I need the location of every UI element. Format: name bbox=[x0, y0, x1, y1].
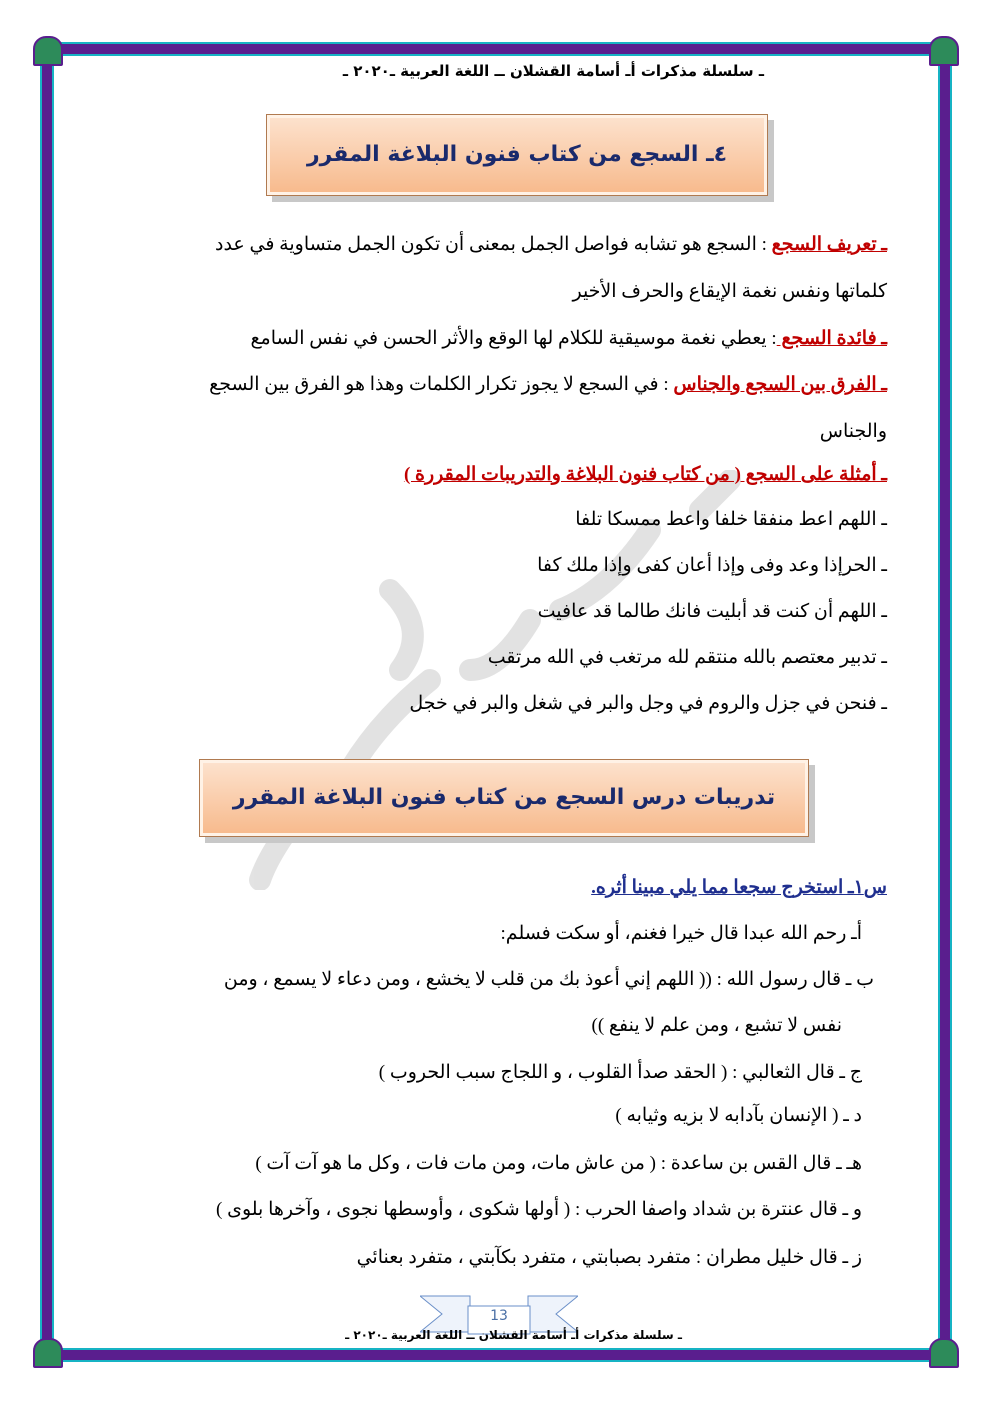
definition-text-continued: كلماتها ونفس نغمة الإيقاع والحرف الأخير bbox=[572, 281, 887, 302]
page-border-right bbox=[938, 42, 952, 1359]
list-item: ز ـ قال خليل مطران : متفرد بصبابتي ، متفرد بكآبتي ، متفرد بعنائي bbox=[356, 1247, 862, 1268]
corner-ornament-icon bbox=[33, 36, 63, 66]
difference-line bbox=[209, 373, 887, 396]
benefit-label: ـ فائدة السجع bbox=[776, 328, 887, 349]
difference-label: ـ الفرق بين السجع والجناس bbox=[673, 374, 887, 395]
list-item: د ـ ( الإنسان بآدابه لا بزيه وثيابه ) bbox=[615, 1105, 862, 1126]
list-item: نفس لا تشبع ، ومن علم لا ينفع )) bbox=[591, 1015, 842, 1036]
definition-line bbox=[215, 233, 887, 256]
difference-text-continued: والجناس bbox=[819, 421, 887, 442]
section-title: تدريبات درس السجع من كتاب فنون البلاغة المقرر bbox=[199, 759, 809, 837]
list-item: ب ـ قال رسول الله : (( اللهم إني أعوذ بك من قلب لا يخشع ، ومن دعاء لا يسمع ، ومن bbox=[223, 969, 874, 990]
definition-label: ـ تعريف السجع bbox=[771, 234, 887, 255]
difference-text: : في السجع لا يجوز تكرار الكلمات وهذا هو الفرق بين السجع bbox=[209, 374, 674, 395]
list-item: ـ الحرإذا وعد وفى وإذا أعان كفى وإذا ملك كفا bbox=[537, 555, 887, 576]
page-footer: ـ سلسلة مذكرات أـ أسامة القشلان ــ اللغة العربية ـ٢٠٢٠ ـ bbox=[345, 1328, 682, 1342]
corner-ornament-icon bbox=[929, 1338, 959, 1368]
section-title: ٤ـ السجع من كتاب فنون البلاغة المقرر bbox=[266, 114, 768, 196]
list-item: أـ رحم الله عبدا قال خيرا فغنم، أو سكت فسلم: bbox=[500, 923, 862, 944]
question-heading: س١ـ استخرج سجعا مما يلي مبينا أثره. bbox=[591, 877, 887, 898]
benefit-text: : يعطي نغمة موسيقية للكلام لها الوقع والأثر الحسن في نفس السامع bbox=[250, 328, 777, 349]
list-item: ـ تدبير معتصم بالله منتقم لله مرتغب في الله مرتقب bbox=[487, 647, 887, 668]
definition-text: : السجع هو تشابه فواصل الجمل بمعنى أن تكون الجمل متساوية في عدد bbox=[214, 234, 772, 255]
list-item: ج ـ قال الثعالبي : ( الحقد صدأ القلوب ، و اللجاج سبب الحروب ) bbox=[378, 1062, 862, 1083]
page-border-left bbox=[40, 42, 54, 1359]
list-item: هـ ـ قال القس بن ساعدة : ( من عاش مات، ومن مات فات ، وكل ما هو آت آت ) bbox=[255, 1153, 862, 1174]
corner-ornament-icon bbox=[33, 1338, 63, 1368]
list-item: و ـ قال عنترة بن شداد واصفا الحرب : ( أولها شكوى ، وأوسطها نجوى ، وآخرها بلوى ) bbox=[216, 1199, 862, 1220]
examples-heading: ـ أمثلة على السجع ( من كتاب فنون البلاغة والتدريبات المقررة ) bbox=[403, 464, 887, 485]
list-item: ـ اللهم أن كنت قد أبليت فانك طالما قد عافيت bbox=[537, 601, 887, 622]
benefit-line bbox=[250, 327, 887, 350]
page-header: ـ سلسلة مذكرات أـ أسامة القشلان ــ اللغة العربية ـ٢٠٢٠ ـ bbox=[342, 62, 764, 80]
page-border-bottom bbox=[40, 1348, 952, 1362]
list-item: ـ فنحن في جزل والروم في وجل والبر في شغل والبر في خجل bbox=[409, 693, 887, 714]
page-number: 13 bbox=[490, 1308, 508, 1324]
corner-ornament-icon bbox=[929, 36, 959, 66]
page-border-top bbox=[40, 42, 952, 56]
list-item: ـ اللهم اعط منفقا خلفا واعط ممسكا تلفا bbox=[575, 509, 887, 530]
